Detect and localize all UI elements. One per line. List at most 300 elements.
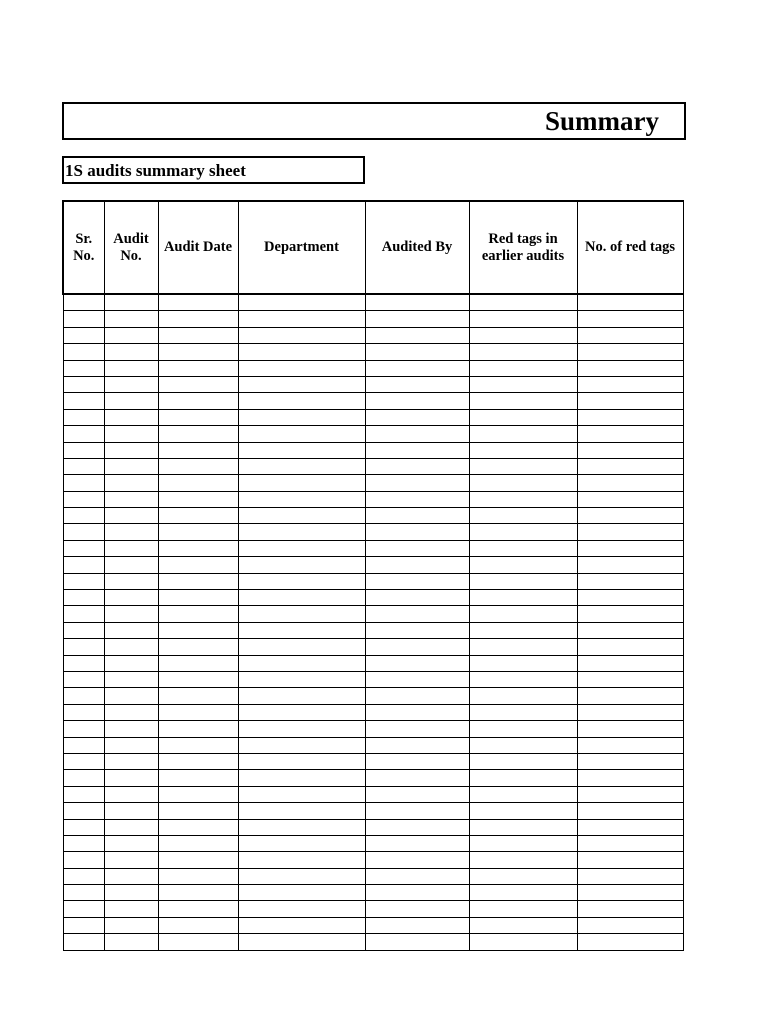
- table-row: [63, 606, 683, 622]
- table-cell[interactable]: [238, 475, 365, 491]
- table-cell[interactable]: [365, 885, 469, 901]
- table-cell[interactable]: [158, 868, 238, 884]
- table-cell[interactable]: [577, 442, 683, 458]
- table-cell[interactable]: [158, 557, 238, 573]
- table-cell[interactable]: [63, 409, 104, 425]
- table-cell[interactable]: [104, 557, 158, 573]
- table-cell[interactable]: [469, 688, 577, 704]
- table-cell[interactable]: [365, 753, 469, 769]
- table-cell[interactable]: [63, 540, 104, 556]
- table-cell[interactable]: [158, 688, 238, 704]
- table-cell[interactable]: [238, 376, 365, 392]
- table-row: [63, 819, 683, 835]
- table-cell[interactable]: [469, 868, 577, 884]
- table-cell[interactable]: [469, 737, 577, 753]
- table-cell[interactable]: [158, 655, 238, 671]
- table-cell[interactable]: [238, 458, 365, 474]
- table-cell[interactable]: [158, 721, 238, 737]
- table-cell[interactable]: [469, 671, 577, 687]
- table-cell[interactable]: [158, 786, 238, 802]
- table-cell[interactable]: [104, 508, 158, 524]
- table-cell[interactable]: [238, 327, 365, 343]
- table-cell[interactable]: [577, 622, 683, 638]
- table-cell[interactable]: [365, 655, 469, 671]
- table-cell[interactable]: [158, 294, 238, 311]
- table-cell[interactable]: [238, 885, 365, 901]
- table-cell[interactable]: [63, 508, 104, 524]
- table-cell[interactable]: [63, 819, 104, 835]
- table-cell[interactable]: [63, 524, 104, 540]
- table-cell[interactable]: [63, 835, 104, 851]
- table-cell[interactable]: [158, 360, 238, 376]
- table-cell[interactable]: [104, 901, 158, 917]
- table-cell[interactable]: [238, 901, 365, 917]
- table-cell[interactable]: [104, 344, 158, 360]
- table-row: [63, 524, 683, 540]
- table-cell[interactable]: [469, 721, 577, 737]
- table-cell[interactable]: [469, 803, 577, 819]
- table-cell[interactable]: [238, 753, 365, 769]
- table-cell[interactable]: [469, 639, 577, 655]
- table-row: [63, 704, 683, 720]
- table-cell[interactable]: [469, 311, 577, 327]
- table-cell[interactable]: [238, 573, 365, 589]
- table-cell[interactable]: [158, 803, 238, 819]
- table-cell[interactable]: [365, 393, 469, 409]
- table-cell[interactable]: [577, 376, 683, 392]
- table-cell[interactable]: [469, 524, 577, 540]
- table-cell[interactable]: [63, 770, 104, 786]
- table-cell[interactable]: [104, 393, 158, 409]
- table-cell[interactable]: [238, 442, 365, 458]
- table-cell[interactable]: [63, 786, 104, 802]
- table-cell[interactable]: [104, 803, 158, 819]
- table-cell[interactable]: [238, 508, 365, 524]
- table-cell[interactable]: [469, 573, 577, 589]
- table-cell[interactable]: [365, 426, 469, 442]
- table-cell[interactable]: [365, 557, 469, 573]
- table-cell[interactable]: [158, 639, 238, 655]
- table-cell[interactable]: [63, 622, 104, 638]
- table-cell[interactable]: [469, 819, 577, 835]
- table-cell[interactable]: [469, 917, 577, 933]
- table-cell[interactable]: [469, 835, 577, 851]
- table-row: [63, 655, 683, 671]
- table-cell[interactable]: [158, 442, 238, 458]
- table-cell[interactable]: [365, 524, 469, 540]
- table-cell[interactable]: [63, 376, 104, 392]
- table-cell[interactable]: [238, 426, 365, 442]
- table-cell[interactable]: [63, 639, 104, 655]
- table-cell[interactable]: [469, 393, 577, 409]
- table-cell[interactable]: [158, 327, 238, 343]
- table-cell[interactable]: [577, 573, 683, 589]
- table-cell[interactable]: [158, 737, 238, 753]
- table-row: [63, 376, 683, 392]
- table-cell[interactable]: [365, 622, 469, 638]
- table-body: [63, 294, 683, 950]
- table-cell[interactable]: [104, 786, 158, 802]
- table-cell[interactable]: [365, 458, 469, 474]
- table-cell[interactable]: [365, 573, 469, 589]
- table-cell[interactable]: [577, 917, 683, 933]
- table-cell[interactable]: [577, 786, 683, 802]
- table-cell[interactable]: [63, 573, 104, 589]
- table-cell[interactable]: [365, 737, 469, 753]
- table-cell[interactable]: [158, 917, 238, 933]
- table-cell[interactable]: [158, 819, 238, 835]
- table-cell[interactable]: [469, 655, 577, 671]
- table-cell[interactable]: [469, 344, 577, 360]
- table-cell[interactable]: [365, 327, 469, 343]
- table-cell[interactable]: [365, 688, 469, 704]
- table-cell[interactable]: [104, 753, 158, 769]
- table-cell[interactable]: [469, 622, 577, 638]
- table-cell[interactable]: [238, 622, 365, 638]
- table-cell[interactable]: [104, 852, 158, 868]
- table-cell[interactable]: [577, 639, 683, 655]
- table-cell[interactable]: [63, 934, 104, 950]
- table-cell[interactable]: [63, 868, 104, 884]
- table-cell[interactable]: [104, 868, 158, 884]
- table-cell[interactable]: [104, 917, 158, 933]
- table-cell[interactable]: [238, 344, 365, 360]
- table-cell[interactable]: [469, 901, 577, 917]
- table-cell[interactable]: [577, 835, 683, 851]
- table-row: [63, 458, 683, 474]
- table-cell[interactable]: [104, 360, 158, 376]
- table-cell[interactable]: [577, 688, 683, 704]
- table-cell[interactable]: [577, 852, 683, 868]
- table-cell[interactable]: [365, 786, 469, 802]
- table-cell[interactable]: [63, 311, 104, 327]
- table-cell[interactable]: [469, 557, 577, 573]
- table-cell[interactable]: [104, 622, 158, 638]
- table-cell[interactable]: [104, 770, 158, 786]
- table-cell[interactable]: [238, 590, 365, 606]
- table-cell[interactable]: [577, 753, 683, 769]
- table-cell[interactable]: [469, 475, 577, 491]
- table-cell[interactable]: [365, 311, 469, 327]
- table-cell[interactable]: [238, 393, 365, 409]
- table-row: [63, 671, 683, 687]
- table-cell[interactable]: [104, 540, 158, 556]
- table-cell[interactable]: [63, 491, 104, 507]
- table-cell[interactable]: [63, 393, 104, 409]
- table-row: [63, 573, 683, 589]
- table-cell[interactable]: [238, 704, 365, 720]
- table-cell[interactable]: [238, 819, 365, 835]
- table-cell[interactable]: [63, 557, 104, 573]
- table-cell[interactable]: [365, 294, 469, 311]
- table-cell[interactable]: [238, 311, 365, 327]
- table-row: [63, 491, 683, 507]
- page-title: Summary: [545, 106, 659, 136]
- table-cell[interactable]: [365, 868, 469, 884]
- table-cell[interactable]: [365, 934, 469, 950]
- table-cell[interactable]: [577, 360, 683, 376]
- table-cell[interactable]: [63, 688, 104, 704]
- table-cell[interactable]: [238, 491, 365, 507]
- table-row: [63, 934, 683, 950]
- table-cell[interactable]: [577, 524, 683, 540]
- table-cell[interactable]: [158, 770, 238, 786]
- table-cell[interactable]: [63, 704, 104, 720]
- table-cell[interactable]: [365, 770, 469, 786]
- table-cell[interactable]: [158, 573, 238, 589]
- table-cell[interactable]: [577, 934, 683, 950]
- table-header-row: [63, 201, 683, 294]
- table-cell[interactable]: [104, 524, 158, 540]
- table-cell[interactable]: [158, 475, 238, 491]
- table-cell[interactable]: [365, 442, 469, 458]
- table-cell[interactable]: [158, 901, 238, 917]
- table-cell[interactable]: [577, 819, 683, 835]
- table-cell[interactable]: [158, 885, 238, 901]
- table-cell[interactable]: [469, 786, 577, 802]
- table-cell[interactable]: [577, 491, 683, 507]
- table-row: [63, 885, 683, 901]
- table-cell[interactable]: [365, 852, 469, 868]
- table-cell[interactable]: [63, 803, 104, 819]
- table-cell[interactable]: [104, 426, 158, 442]
- table-cell[interactable]: [63, 294, 104, 311]
- table-row: [63, 508, 683, 524]
- table-cell[interactable]: [63, 590, 104, 606]
- table-cell[interactable]: [469, 376, 577, 392]
- table-cell[interactable]: [238, 803, 365, 819]
- table-cell[interactable]: [104, 442, 158, 458]
- table-cell[interactable]: [238, 655, 365, 671]
- table-cell[interactable]: [469, 458, 577, 474]
- table-cell[interactable]: [63, 885, 104, 901]
- table-cell[interactable]: [238, 934, 365, 950]
- table-cell[interactable]: [158, 540, 238, 556]
- table-cell[interactable]: [104, 409, 158, 425]
- table-cell[interactable]: [238, 639, 365, 655]
- table-cell[interactable]: [238, 557, 365, 573]
- table-cell[interactable]: [63, 458, 104, 474]
- table-cell[interactable]: [577, 426, 683, 442]
- table-cell[interactable]: [238, 786, 365, 802]
- table-cell[interactable]: [104, 573, 158, 589]
- table-cell[interactable]: [365, 508, 469, 524]
- table-cell[interactable]: [158, 376, 238, 392]
- table-cell[interactable]: [469, 606, 577, 622]
- table-cell[interactable]: [63, 852, 104, 868]
- table-cell[interactable]: [63, 917, 104, 933]
- table-cell[interactable]: [365, 540, 469, 556]
- table-cell[interactable]: [63, 442, 104, 458]
- table-cell[interactable]: [63, 606, 104, 622]
- table-cell[interactable]: [238, 852, 365, 868]
- table-row: [63, 360, 683, 376]
- table-cell[interactable]: [158, 344, 238, 360]
- table-cell[interactable]: [365, 491, 469, 507]
- table-cell[interactable]: [238, 360, 365, 376]
- table-cell[interactable]: [577, 475, 683, 491]
- table-cell[interactable]: [238, 688, 365, 704]
- table-cell[interactable]: [469, 327, 577, 343]
- table-cell[interactable]: [104, 819, 158, 835]
- table-cell[interactable]: [158, 704, 238, 720]
- table-cell[interactable]: [104, 606, 158, 622]
- table-cell[interactable]: [365, 901, 469, 917]
- table-cell[interactable]: [238, 671, 365, 687]
- table-cell[interactable]: [469, 770, 577, 786]
- table-cell[interactable]: [158, 835, 238, 851]
- table-cell[interactable]: [104, 721, 158, 737]
- table-cell[interactable]: [469, 934, 577, 950]
- table-cell[interactable]: [104, 639, 158, 655]
- table-cell[interactable]: [469, 360, 577, 376]
- table-cell[interactable]: [365, 917, 469, 933]
- table-cell[interactable]: [469, 753, 577, 769]
- table-cell[interactable]: [104, 311, 158, 327]
- table-cell[interactable]: [577, 508, 683, 524]
- table-cell[interactable]: [238, 737, 365, 753]
- table-cell[interactable]: [577, 721, 683, 737]
- table-cell[interactable]: [577, 311, 683, 327]
- table-cell[interactable]: [365, 671, 469, 687]
- table-cell[interactable]: [238, 868, 365, 884]
- table-cell[interactable]: [158, 753, 238, 769]
- table-cell[interactable]: [104, 655, 158, 671]
- table-row: [63, 557, 683, 573]
- table-cell[interactable]: [577, 868, 683, 884]
- table-cell[interactable]: [365, 721, 469, 737]
- table-cell[interactable]: [104, 376, 158, 392]
- table-cell[interactable]: [63, 344, 104, 360]
- table-cell[interactable]: [469, 426, 577, 442]
- table-cell[interactable]: [63, 737, 104, 753]
- table-cell[interactable]: [104, 327, 158, 343]
- table-cell[interactable]: [63, 327, 104, 343]
- table-cell[interactable]: [158, 508, 238, 524]
- table-row: [63, 442, 683, 458]
- table-cell[interactable]: [365, 704, 469, 720]
- table-cell[interactable]: [63, 655, 104, 671]
- table-cell[interactable]: [104, 458, 158, 474]
- table-cell[interactable]: [469, 442, 577, 458]
- table-cell[interactable]: [158, 622, 238, 638]
- table-cell[interactable]: [577, 901, 683, 917]
- table-cell[interactable]: [577, 737, 683, 753]
- table-cell[interactable]: [577, 655, 683, 671]
- table-cell[interactable]: [365, 344, 469, 360]
- table-cell[interactable]: [238, 721, 365, 737]
- table-cell[interactable]: [577, 770, 683, 786]
- table-cell[interactable]: [365, 639, 469, 655]
- table-cell[interactable]: [577, 803, 683, 819]
- table-cell[interactable]: [104, 294, 158, 311]
- table-cell[interactable]: [238, 540, 365, 556]
- table-row: [63, 311, 683, 327]
- table-cell[interactable]: [238, 835, 365, 851]
- table-cell[interactable]: [158, 590, 238, 606]
- table-cell[interactable]: [158, 671, 238, 687]
- table-cell[interactable]: [469, 852, 577, 868]
- table-cell[interactable]: [104, 491, 158, 507]
- table-cell[interactable]: [469, 540, 577, 556]
- table-cell[interactable]: [469, 294, 577, 311]
- table-cell[interactable]: [469, 409, 577, 425]
- table-cell[interactable]: [469, 508, 577, 524]
- table-cell[interactable]: [238, 770, 365, 786]
- table-cell[interactable]: [577, 458, 683, 474]
- table-cell[interactable]: [238, 409, 365, 425]
- table-cell[interactable]: [365, 803, 469, 819]
- table-cell[interactable]: [577, 393, 683, 409]
- table-cell[interactable]: [577, 671, 683, 687]
- table-cell[interactable]: [104, 737, 158, 753]
- table-cell[interactable]: [63, 901, 104, 917]
- table-cell[interactable]: [365, 606, 469, 622]
- table-cell[interactable]: [63, 671, 104, 687]
- table-cell[interactable]: [365, 409, 469, 425]
- table-cell[interactable]: [577, 885, 683, 901]
- table-cell[interactable]: [104, 475, 158, 491]
- table-cell[interactable]: [577, 606, 683, 622]
- table-cell[interactable]: [104, 885, 158, 901]
- table-cell[interactable]: [577, 704, 683, 720]
- table-cell[interactable]: [238, 294, 365, 311]
- table-cell[interactable]: [365, 360, 469, 376]
- table-cell[interactable]: [365, 475, 469, 491]
- table-cell[interactable]: [63, 426, 104, 442]
- table-cell[interactable]: [158, 458, 238, 474]
- table-cell[interactable]: [577, 540, 683, 556]
- table-cell[interactable]: [158, 852, 238, 868]
- table-cell[interactable]: [104, 590, 158, 606]
- table-cell[interactable]: [158, 311, 238, 327]
- table-cell[interactable]: [158, 524, 238, 540]
- table-cell[interactable]: [104, 835, 158, 851]
- table-cell[interactable]: [63, 753, 104, 769]
- table-cell[interactable]: [577, 327, 683, 343]
- table-cell[interactable]: [63, 721, 104, 737]
- table-cell[interactable]: [577, 590, 683, 606]
- table-cell[interactable]: [365, 376, 469, 392]
- table-cell[interactable]: [238, 917, 365, 933]
- table-cell[interactable]: [158, 393, 238, 409]
- table-cell[interactable]: [238, 524, 365, 540]
- table-cell[interactable]: [469, 590, 577, 606]
- table-cell[interactable]: [158, 491, 238, 507]
- table-cell[interactable]: [469, 885, 577, 901]
- table-cell[interactable]: [63, 360, 104, 376]
- table-cell[interactable]: [469, 704, 577, 720]
- table-cell[interactable]: [158, 409, 238, 425]
- table-cell[interactable]: [158, 934, 238, 950]
- table-cell[interactable]: [577, 409, 683, 425]
- table-cell[interactable]: [577, 557, 683, 573]
- table-cell[interactable]: [63, 475, 104, 491]
- table-cell[interactable]: [365, 835, 469, 851]
- table-cell[interactable]: [577, 344, 683, 360]
- table-cell[interactable]: [158, 426, 238, 442]
- table-cell[interactable]: [577, 294, 683, 311]
- table-cell[interactable]: [104, 934, 158, 950]
- table-cell[interactable]: [104, 704, 158, 720]
- table-cell[interactable]: [104, 671, 158, 687]
- table-cell[interactable]: [158, 606, 238, 622]
- table-cell[interactable]: [104, 688, 158, 704]
- table-cell[interactable]: [365, 819, 469, 835]
- table-cell[interactable]: [365, 590, 469, 606]
- table-cell[interactable]: [238, 606, 365, 622]
- table-cell[interactable]: [469, 491, 577, 507]
